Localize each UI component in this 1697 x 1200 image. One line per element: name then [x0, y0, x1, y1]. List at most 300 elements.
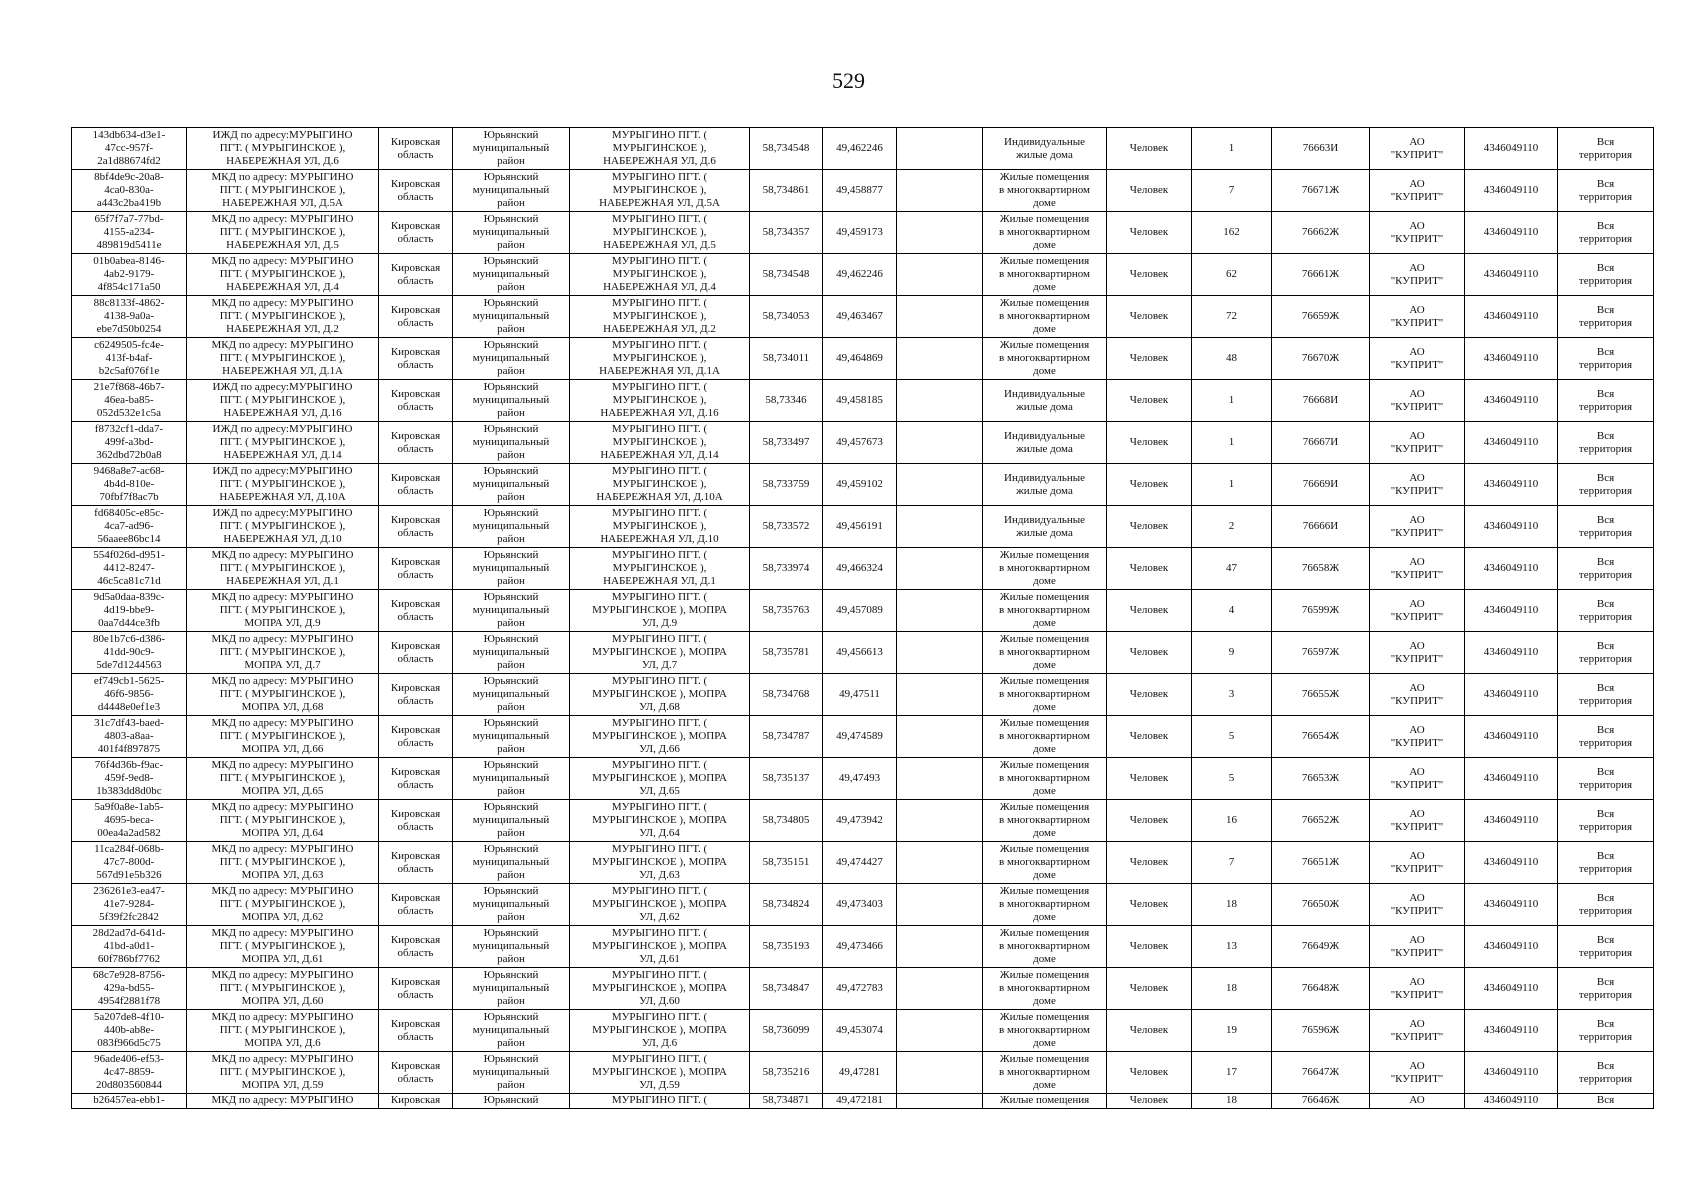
table-row	[72, 254, 1654, 296]
cell-unit: Человек	[1107, 1010, 1192, 1052]
cell-org: АО "КУПРИТ"	[1370, 590, 1465, 632]
cell-lon: 49,47511	[823, 674, 897, 716]
table-row	[72, 170, 1654, 212]
cell-type: Жилые помещения в многоквартирном доме	[983, 842, 1107, 884]
cell-id: 28d2ad7d-641d- 41bd-a0d1- 60f786bf7762	[72, 926, 187, 968]
cell-count: 16	[1192, 800, 1272, 842]
cell-type: Жилые помещения в многоквартирном доме	[983, 800, 1107, 842]
cell-unit: Человек	[1107, 884, 1192, 926]
table-row	[72, 674, 1654, 716]
cell-extra	[897, 590, 983, 632]
cell-name: ИЖД по адресу:МУРЫГИНО ПГТ. ( МУРЫГИНСКОЕ ), НАБЕРЕЖНАЯ УЛ, Д.16	[187, 380, 379, 422]
cell-territory: Вся территория	[1558, 506, 1654, 548]
cell-count: 17	[1192, 1052, 1272, 1094]
cell-lon: 49,459102	[823, 464, 897, 506]
cell-id: 5a9f0a8e-1ab5- 4695-beca- 00ea4a2ad582	[72, 800, 187, 842]
cell-district: Юрьянский муниципальный район	[453, 926, 570, 968]
cell-code: 76667И	[1272, 422, 1370, 464]
cell-lat: 58,733974	[750, 548, 823, 590]
cell-lon: 49,472181	[823, 1094, 897, 1109]
cell-district: Юрьянский муниципальный район	[453, 884, 570, 926]
cell-code: 76649Ж	[1272, 926, 1370, 968]
cell-lat: 58,734011	[750, 338, 823, 380]
cell-type: Жилые помещения в многоквартирном доме	[983, 968, 1107, 1010]
cell-lon: 49,462246	[823, 128, 897, 170]
cell-inn: 4346049110	[1465, 128, 1558, 170]
cell-id: ef749cb1-5625- 46f6-9856- d4448e0ef1e3	[72, 674, 187, 716]
cell-lon: 49,473403	[823, 884, 897, 926]
cell-id: 11ca284f-068b- 47c7-800d- 567d91e5b326	[72, 842, 187, 884]
cell-org: АО "КУПРИТ"	[1370, 254, 1465, 296]
cell-code: 76668И	[1272, 380, 1370, 422]
cell-type: Жилые помещения в многоквартирном доме	[983, 212, 1107, 254]
cell-type: Жилые помещения в многоквартирном доме	[983, 1052, 1107, 1094]
cell-name: МКД по адресу: МУРЫГИНО ПГТ. ( МУРЫГИНСКОЕ ), НАБЕРЕЖНАЯ УЛ, Д.1А	[187, 338, 379, 380]
cell-name: МКД по адресу: МУРЫГИНО ПГТ. ( МУРЫГИНСКОЕ ), НАБЕРЕЖНАЯ УЛ, Д.5А	[187, 170, 379, 212]
cell-code: 76646Ж	[1272, 1094, 1370, 1109]
cell-id: 21e7f868-46b7- 46ea-ba85- 052d532e1c5a	[72, 380, 187, 422]
cell-territory: Вся территория	[1558, 380, 1654, 422]
cell-region: Кировская область	[379, 758, 453, 800]
cell-id: 8bf4de9c-20a8- 4ca0-830a- a443c2ba419b	[72, 170, 187, 212]
cell-lon: 49,457089	[823, 590, 897, 632]
cell-count: 3	[1192, 674, 1272, 716]
cell-address: МУРЫГИНО ПГТ. ( МУРЫГИНСКОЕ ), МОПРА УЛ, Д.68	[570, 674, 750, 716]
cell-type: Жилые помещения в многоквартирном доме	[983, 170, 1107, 212]
cell-territory: Вся территория	[1558, 842, 1654, 884]
cell-extra	[897, 464, 983, 506]
table-row	[72, 632, 1654, 674]
cell-code: 76662Ж	[1272, 212, 1370, 254]
cell-address: МУРЫГИНО ПГТ. ( МУРЫГИНСКОЕ ), НАБЕРЕЖНАЯ УЛ, Д.5А	[570, 170, 750, 212]
cell-id: 143db634-d3e1- 47cc-957f- 2a1d88674fd2	[72, 128, 187, 170]
cell-district: Юрьянский муниципальный район	[453, 842, 570, 884]
cell-district: Юрьянский муниципальный район	[453, 338, 570, 380]
cell-type: Жилые помещения в многоквартирном доме	[983, 716, 1107, 758]
cell-type: Жилые помещения в многоквартирном доме	[983, 674, 1107, 716]
cell-name: МКД по адресу: МУРЫГИНО ПГТ. ( МУРЫГИНСКОЕ ), МОПРА УЛ, Д.66	[187, 716, 379, 758]
cell-org: АО "КУПРИТ"	[1370, 716, 1465, 758]
cell-lon: 49,457673	[823, 422, 897, 464]
cell-code: 76651Ж	[1272, 842, 1370, 884]
cell-inn: 4346049110	[1465, 212, 1558, 254]
cell-inn: 4346049110	[1465, 506, 1558, 548]
cell-org: АО "КУПРИТ"	[1370, 926, 1465, 968]
cell-code: 76655Ж	[1272, 674, 1370, 716]
cell-name: МКД по адресу: МУРЫГИНО ПГТ. ( МУРЫГИНСКОЕ ), НАБЕРЕЖНАЯ УЛ, Д.2	[187, 296, 379, 338]
cell-territory: Вся территория	[1558, 296, 1654, 338]
cell-extra	[897, 716, 983, 758]
cell-lat: 58,734861	[750, 170, 823, 212]
cell-address: МУРЫГИНО ПГТ. ( МУРЫГИНСКОЕ ), НАБЕРЕЖНАЯ УЛ, Д.4	[570, 254, 750, 296]
cell-lon: 49,458185	[823, 380, 897, 422]
table-row	[72, 506, 1654, 548]
cell-lat: 58,736099	[750, 1010, 823, 1052]
cell-inn: 4346049110	[1465, 800, 1558, 842]
cell-district: Юрьянский муниципальный район	[453, 632, 570, 674]
cell-unit: Человек	[1107, 338, 1192, 380]
cell-type: Жилые помещения в многоквартирном доме	[983, 758, 1107, 800]
cell-address: МУРЫГИНО ПГТ. ( МУРЫГИНСКОЕ ), НАБЕРЕЖНАЯ УЛ, Д.2	[570, 296, 750, 338]
cell-lon: 49,474427	[823, 842, 897, 884]
cell-unit: Человек	[1107, 842, 1192, 884]
cell-name: МКД по адресу: МУРЫГИНО	[187, 1094, 379, 1109]
cell-id: 9d5a0daa-839c- 4d19-bbe9- 0aa7d44ce3fb	[72, 590, 187, 632]
cell-address: МУРЫГИНО ПГТ. ( МУРЫГИНСКОЕ ), МОПРА УЛ, Д.6	[570, 1010, 750, 1052]
cell-org: АО "КУПРИТ"	[1370, 884, 1465, 926]
table-row	[72, 884, 1654, 926]
table-row	[72, 716, 1654, 758]
cell-extra	[897, 548, 983, 590]
page-number: 529	[832, 68, 865, 93]
cell-unit: Человек	[1107, 212, 1192, 254]
cell-address: МУРЫГИНО ПГТ. ( МУРЫГИНСКОЕ ), НАБЕРЕЖНАЯ УЛ, Д.1	[570, 548, 750, 590]
cell-extra	[897, 968, 983, 1010]
cell-code: 76647Ж	[1272, 1052, 1370, 1094]
cell-inn: 4346049110	[1465, 758, 1558, 800]
cell-name: МКД по адресу: МУРЫГИНО ПГТ. ( МУРЫГИНСКОЕ ), НАБЕРЕЖНАЯ УЛ, Д.4	[187, 254, 379, 296]
cell-region: Кировская область	[379, 926, 453, 968]
cell-code: 76669И	[1272, 464, 1370, 506]
cell-org: АО "КУПРИТ"	[1370, 212, 1465, 254]
cell-count: 18	[1192, 884, 1272, 926]
cell-unit: Человек	[1107, 1094, 1192, 1109]
cell-unit: Человек	[1107, 758, 1192, 800]
cell-code: 76652Ж	[1272, 800, 1370, 842]
cell-id: 65f7f7a7-77bd- 4155-a234- 489819d5411e	[72, 212, 187, 254]
cell-region: Кировская область	[379, 170, 453, 212]
cell-org: АО "КУПРИТ"	[1370, 968, 1465, 1010]
registry-table-body	[72, 128, 1654, 1109]
cell-org: АО "КУПРИТ"	[1370, 422, 1465, 464]
cell-district: Юрьянский муниципальный район	[453, 464, 570, 506]
cell-count: 18	[1192, 1094, 1272, 1109]
cell-inn: 4346049110	[1465, 1010, 1558, 1052]
table-row	[72, 338, 1654, 380]
cell-id: 554f026d-d951- 4412-8247- 46c5ca81c71d	[72, 548, 187, 590]
cell-inn: 4346049110	[1465, 338, 1558, 380]
table-row	[72, 800, 1654, 842]
cell-count: 18	[1192, 968, 1272, 1010]
cell-extra	[897, 758, 983, 800]
cell-id: 96ade406-ef53- 4c47-8859- 20d803560844	[72, 1052, 187, 1094]
cell-id: 88c8133f-4862- 4138-9a0a- ebe7d50b0254	[72, 296, 187, 338]
registry-table	[71, 127, 1654, 1109]
cell-address: МУРЫГИНО ПГТ. ( МУРЫГИНСКОЕ ), НАБЕРЕЖНАЯ УЛ, Д.14	[570, 422, 750, 464]
cell-lat: 58,734053	[750, 296, 823, 338]
table-row	[72, 1010, 1654, 1052]
cell-address: МУРЫГИНО ПГТ. ( МУРЫГИНСКОЕ ), МОПРА УЛ, Д.7	[570, 632, 750, 674]
cell-type: Индивидуальные жилые дома	[983, 422, 1107, 464]
cell-code: 76596Ж	[1272, 1010, 1370, 1052]
cell-org: АО "КУПРИТ"	[1370, 548, 1465, 590]
cell-org: АО "КУПРИТ"	[1370, 464, 1465, 506]
cell-lat: 58,733572	[750, 506, 823, 548]
cell-count: 7	[1192, 842, 1272, 884]
cell-lon: 49,473942	[823, 800, 897, 842]
cell-territory: Вся территория	[1558, 338, 1654, 380]
cell-lat: 58,733759	[750, 464, 823, 506]
cell-inn: 4346049110	[1465, 716, 1558, 758]
cell-territory: Вся территория	[1558, 212, 1654, 254]
cell-inn: 4346049110	[1465, 674, 1558, 716]
cell-code: 76671Ж	[1272, 170, 1370, 212]
cell-region: Кировская область	[379, 212, 453, 254]
table-row	[72, 296, 1654, 338]
cell-territory: Вся территория	[1558, 884, 1654, 926]
cell-unit: Человек	[1107, 590, 1192, 632]
cell-address: МУРЫГИНО ПГТ. ( МУРЫГИНСКОЕ ), НАБЕРЕЖНАЯ УЛ, Д.10А	[570, 464, 750, 506]
cell-type: Жилые помещения в многоквартирном доме	[983, 338, 1107, 380]
cell-district: Юрьянский муниципальный район	[453, 128, 570, 170]
cell-id: 236261e3-ea47- 41e7-9284- 5f39f2fc2842	[72, 884, 187, 926]
cell-lat: 58,733497	[750, 422, 823, 464]
cell-lat: 58,735781	[750, 632, 823, 674]
cell-type: Жилые помещения в многоквартирном доме	[983, 548, 1107, 590]
cell-unit: Человек	[1107, 632, 1192, 674]
cell-unit: Человек	[1107, 716, 1192, 758]
cell-address: МУРЫГИНО ПГТ. ( МУРЫГИНСКОЕ ), МОПРА УЛ, Д.66	[570, 716, 750, 758]
cell-inn: 4346049110	[1465, 296, 1558, 338]
cell-id: 68c7e928-8756- 429a-bd55- 4954f2881f78	[72, 968, 187, 1010]
cell-region: Кировская область	[379, 674, 453, 716]
cell-id: b26457ea-ebb1-	[72, 1094, 187, 1109]
cell-extra	[897, 338, 983, 380]
cell-count: 162	[1192, 212, 1272, 254]
cell-extra	[897, 296, 983, 338]
cell-count: 1	[1192, 380, 1272, 422]
cell-lon: 49,453074	[823, 1010, 897, 1052]
cell-name: МКД по адресу: МУРЫГИНО ПГТ. ( МУРЫГИНСКОЕ ), МОПРА УЛ, Д.62	[187, 884, 379, 926]
cell-org: АО "КУПРИТ"	[1370, 842, 1465, 884]
cell-name: МКД по адресу: МУРЫГИНО ПГТ. ( МУРЫГИНСКОЕ ), МОПРА УЛ, Д.7	[187, 632, 379, 674]
cell-unit: Человек	[1107, 170, 1192, 212]
cell-code: 76666И	[1272, 506, 1370, 548]
cell-lat: 58,734548	[750, 254, 823, 296]
cell-district: Юрьянский муниципальный район	[453, 800, 570, 842]
cell-territory: Вся территория	[1558, 716, 1654, 758]
cell-territory: Вся территория	[1558, 632, 1654, 674]
cell-type: Жилые помещения в многоквартирном доме	[983, 884, 1107, 926]
cell-org: АО	[1370, 1094, 1465, 1109]
cell-unit: Человек	[1107, 800, 1192, 842]
cell-id: 01b0abea-8146- 4ab2-9179- 4f854c171a50	[72, 254, 187, 296]
cell-territory: Вся территория	[1558, 128, 1654, 170]
cell-address: МУРЫГИНО ПГТ. ( МУРЫГИНСКОЕ ), НАБЕРЕЖНАЯ УЛ, Д.5	[570, 212, 750, 254]
cell-org: АО "КУПРИТ"	[1370, 758, 1465, 800]
cell-lat: 58,73346	[750, 380, 823, 422]
cell-region: Кировская область	[379, 128, 453, 170]
cell-region: Кировская область	[379, 338, 453, 380]
cell-type: Жилые помещения в многоквартирном доме	[983, 590, 1107, 632]
table-row	[72, 926, 1654, 968]
cell-unit: Человек	[1107, 506, 1192, 548]
cell-name: МКД по адресу: МУРЫГИНО ПГТ. ( МУРЫГИНСКОЕ ), МОПРА УЛ, Д.64	[187, 800, 379, 842]
cell-lon: 49,474589	[823, 716, 897, 758]
cell-address: МУРЫГИНО ПГТ. ( МУРЫГИНСКОЕ ), МОПРА УЛ, Д.60	[570, 968, 750, 1010]
cell-org: АО "КУПРИТ"	[1370, 1052, 1465, 1094]
cell-type: Жилые помещения	[983, 1094, 1107, 1109]
cell-count: 2	[1192, 506, 1272, 548]
cell-territory: Вся	[1558, 1094, 1654, 1109]
cell-inn: 4346049110	[1465, 380, 1558, 422]
cell-name: МКД по адресу: МУРЫГИНО ПГТ. ( МУРЫГИНСКОЕ ), МОПРА УЛ, Д.6	[187, 1010, 379, 1052]
cell-id: 9468a8e7-ac68- 4b4d-810e- 70fbf7f8ac7b	[72, 464, 187, 506]
registry-table-wrap	[71, 127, 1653, 1109]
cell-region: Кировская область	[379, 632, 453, 674]
cell-name: ИЖД по адресу:МУРЫГИНО ПГТ. ( МУРЫГИНСКОЕ ), НАБЕРЕЖНАЯ УЛ, Д.14	[187, 422, 379, 464]
cell-count: 7	[1192, 170, 1272, 212]
cell-unit: Человек	[1107, 926, 1192, 968]
cell-count: 62	[1192, 254, 1272, 296]
cell-unit: Человек	[1107, 674, 1192, 716]
cell-count: 1	[1192, 422, 1272, 464]
cell-name: ИЖД по адресу:МУРЫГИНО ПГТ. ( МУРЫГИНСКОЕ ), НАБЕРЕЖНАЯ УЛ, Д.10	[187, 506, 379, 548]
cell-district: Юрьянский муниципальный район	[453, 1052, 570, 1094]
table-row	[72, 548, 1654, 590]
cell-district: Юрьянский муниципальный район	[453, 716, 570, 758]
cell-code: 76670Ж	[1272, 338, 1370, 380]
cell-region: Кировская область	[379, 968, 453, 1010]
cell-count: 13	[1192, 926, 1272, 968]
cell-region: Кировская область	[379, 1052, 453, 1094]
cell-code: 76653Ж	[1272, 758, 1370, 800]
table-row	[72, 1094, 1654, 1109]
cell-lon: 49,464869	[823, 338, 897, 380]
cell-extra	[897, 674, 983, 716]
cell-extra	[897, 1094, 983, 1109]
cell-unit: Человек	[1107, 548, 1192, 590]
cell-district: Юрьянский муниципальный район	[453, 254, 570, 296]
cell-lat: 58,734357	[750, 212, 823, 254]
cell-address: МУРЫГИНО ПГТ. ( МУРЫГИНСКОЕ ), НАБЕРЕЖНАЯ УЛ, Д.16	[570, 380, 750, 422]
cell-unit: Человек	[1107, 422, 1192, 464]
cell-region: Кировская область	[379, 506, 453, 548]
cell-type: Индивидуальные жилые дома	[983, 380, 1107, 422]
cell-extra	[897, 254, 983, 296]
cell-territory: Вся территория	[1558, 1052, 1654, 1094]
cell-region: Кировская область	[379, 884, 453, 926]
cell-region: Кировская область	[379, 380, 453, 422]
cell-id: 80e1b7c6-d386- 41dd-90c9- 5de7d1244563	[72, 632, 187, 674]
cell-district: Юрьянский муниципальный район	[453, 674, 570, 716]
cell-region: Кировская область	[379, 716, 453, 758]
cell-extra	[897, 632, 983, 674]
cell-count: 47	[1192, 548, 1272, 590]
cell-count: 19	[1192, 1010, 1272, 1052]
cell-district: Юрьянский муниципальный район	[453, 968, 570, 1010]
cell-unit: Человек	[1107, 380, 1192, 422]
cell-count: 5	[1192, 758, 1272, 800]
cell-region: Кировская область	[379, 254, 453, 296]
cell-territory: Вся территория	[1558, 800, 1654, 842]
cell-id: fd68405c-e85c- 4ca7-ad96- 56aaee86bc14	[72, 506, 187, 548]
cell-lon: 49,463467	[823, 296, 897, 338]
cell-org: АО "КУПРИТ"	[1370, 338, 1465, 380]
cell-lat: 58,735151	[750, 842, 823, 884]
cell-lat: 58,735763	[750, 590, 823, 632]
cell-id: 76f4d36b-f9ac- 459f-9ed8- 1b383dd8d0bc	[72, 758, 187, 800]
cell-region: Кировская область	[379, 842, 453, 884]
cell-extra	[897, 1010, 983, 1052]
cell-district: Юрьянский муниципальный район	[453, 548, 570, 590]
cell-district: Юрьянский муниципальный район	[453, 170, 570, 212]
cell-code: 76663И	[1272, 128, 1370, 170]
cell-address: МУРЫГИНО ПГТ. ( МУРЫГИНСКОЕ ), МОПРА УЛ, Д.59	[570, 1052, 750, 1094]
cell-district: Юрьянский муниципальный район	[453, 212, 570, 254]
cell-name: МКД по адресу: МУРЫГИНО ПГТ. ( МУРЫГИНСКОЕ ), МОПРА УЛ, Д.65	[187, 758, 379, 800]
cell-inn: 4346049110	[1465, 590, 1558, 632]
cell-name: МКД по адресу: МУРЫГИНО ПГТ. ( МУРЫГИНСКОЕ ), МОПРА УЛ, Д.61	[187, 926, 379, 968]
cell-address: МУРЫГИНО ПГТ. ( МУРЫГИНСКОЕ ), МОПРА УЛ, Д.9	[570, 590, 750, 632]
cell-lat: 58,734805	[750, 800, 823, 842]
cell-code: 76650Ж	[1272, 884, 1370, 926]
cell-territory: Вся территория	[1558, 254, 1654, 296]
cell-lon: 49,47281	[823, 1052, 897, 1094]
cell-district: Юрьянский муниципальный район	[453, 380, 570, 422]
cell-name: МКД по адресу: МУРЫГИНО ПГТ. ( МУРЫГИНСКОЕ ), МОПРА УЛ, Д.63	[187, 842, 379, 884]
cell-address: МУРЫГИНО ПГТ. ( МУРЫГИНСКОЕ ), МОПРА УЛ, Д.61	[570, 926, 750, 968]
cell-type: Жилые помещения в многоквартирном доме	[983, 296, 1107, 338]
cell-extra	[897, 884, 983, 926]
cell-id: 31c7df43-baed- 4803-a8aa- 401f4f897875	[72, 716, 187, 758]
cell-unit: Человек	[1107, 968, 1192, 1010]
cell-code: 76597Ж	[1272, 632, 1370, 674]
cell-count: 72	[1192, 296, 1272, 338]
cell-inn: 4346049110	[1465, 1052, 1558, 1094]
cell-extra	[897, 212, 983, 254]
cell-territory: Вся территория	[1558, 758, 1654, 800]
cell-lon: 49,466324	[823, 548, 897, 590]
cell-lat: 58,735216	[750, 1052, 823, 1094]
cell-type: Жилые помещения в многоквартирном доме	[983, 632, 1107, 674]
cell-address: МУРЫГИНО ПГТ. ( МУРЫГИНСКОЕ ), МОПРА УЛ, Д.64	[570, 800, 750, 842]
cell-territory: Вся территория	[1558, 1010, 1654, 1052]
cell-extra	[897, 128, 983, 170]
cell-territory: Вся территория	[1558, 548, 1654, 590]
cell-district: Юрьянский муниципальный район	[453, 590, 570, 632]
cell-extra	[897, 380, 983, 422]
cell-org: АО "КУПРИТ"	[1370, 506, 1465, 548]
cell-code: 76599Ж	[1272, 590, 1370, 632]
cell-extra	[897, 842, 983, 884]
cell-unit: Человек	[1107, 296, 1192, 338]
cell-count: 1	[1192, 128, 1272, 170]
cell-inn: 4346049110	[1465, 926, 1558, 968]
cell-id: f8732cf1-dda7- 499f-a3bd- 362dbd72b0a8	[72, 422, 187, 464]
cell-lat: 58,735193	[750, 926, 823, 968]
cell-unit: Человек	[1107, 464, 1192, 506]
cell-id: c6249505-fc4e- 413f-b4af- b2c5af076f1e	[72, 338, 187, 380]
cell-org: АО "КУПРИТ"	[1370, 128, 1465, 170]
cell-inn: 4346049110	[1465, 422, 1558, 464]
table-row	[72, 212, 1654, 254]
table-row	[72, 758, 1654, 800]
cell-name: МКД по адресу: МУРЫГИНО ПГТ. ( МУРЫГИНСКОЕ ), МОПРА УЛ, Д.60	[187, 968, 379, 1010]
cell-count: 4	[1192, 590, 1272, 632]
cell-inn: 4346049110	[1465, 548, 1558, 590]
cell-region: Кировская	[379, 1094, 453, 1109]
cell-region: Кировская область	[379, 800, 453, 842]
cell-region: Кировская область	[379, 590, 453, 632]
table-row	[72, 464, 1654, 506]
cell-type: Индивидуальные жилые дома	[983, 128, 1107, 170]
table-row	[72, 590, 1654, 632]
cell-lat: 58,734548	[750, 128, 823, 170]
cell-address: МУРЫГИНО ПГТ. ( МУРЫГИНСКОЕ ), МОПРА УЛ, Д.65	[570, 758, 750, 800]
cell-code: 76654Ж	[1272, 716, 1370, 758]
cell-lat: 58,735137	[750, 758, 823, 800]
